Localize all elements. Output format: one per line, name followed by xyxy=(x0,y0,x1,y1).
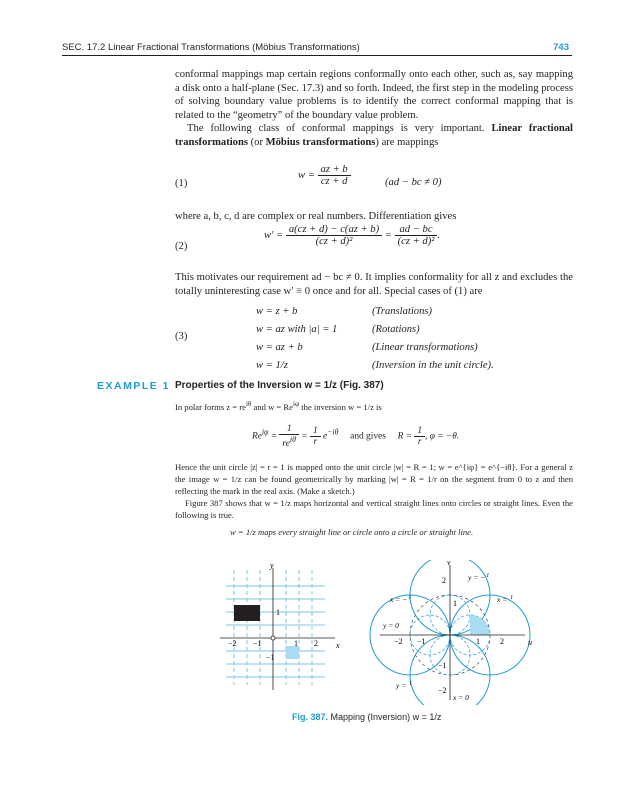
page-number: 743 xyxy=(553,42,569,53)
figure-387 xyxy=(200,560,580,705)
w-tick-v1: 1 xyxy=(453,599,457,608)
eq3-row-4: w = 1/z xyxy=(256,360,288,371)
example-statement: w = 1/z maps every straight line or circle onto a circle or straight line. xyxy=(230,527,474,537)
z-tick-yneg1: −1 xyxy=(266,653,275,662)
eq3-row-1: w = z + b xyxy=(256,306,298,317)
running-header: SEC. 17.2 Linear Fractional Transformations (Möbius Transformations) xyxy=(62,42,360,53)
black-region xyxy=(234,605,260,621)
eq3-note-3: (Linear transformations) xyxy=(372,342,478,353)
eq1-label: (1) xyxy=(175,178,188,189)
z-tick-1: 1 xyxy=(294,639,298,648)
eq1-condition: (ad − bc ≠ 0) xyxy=(385,177,442,188)
w-tick-neg1: −1 xyxy=(417,637,426,646)
label-x-neg-half: x = −$^1$ xyxy=(390,595,412,604)
intro-paragraph: conformal mappings map certain regions conformally onto each other, such as, say mapping a disk onto a half-plane (Sec. 17.3) and so forth. Indeed, the first step in the modeling process of solving boundary value problems is to identify the correct conformal mapping that is related to the “geometry” of the boundary value problem. xyxy=(175,69,573,121)
w-tick-v2: 2 xyxy=(442,576,446,585)
example-title: Properties of the Inversion w = 1/z (Fig. 387) xyxy=(175,380,384,391)
example-polar-text: In polar forms $z = re^{i\theta}$ and $w = Re^{i\varphi}$ the inversion w = 1/z is xyxy=(175,400,382,412)
w-v-label: v xyxy=(447,560,451,567)
z-tick-neg2: −2 xyxy=(228,639,237,648)
w-plane xyxy=(370,560,532,705)
example-paragraph-1: Hence the unit circle |z| = r = 1 is mapped onto the unit circle |w| = R = 1; w = e^{iφ} = e^{−iθ}. For a general z the image w = 1/z can be found geometrically by marking |w| = R = 1/r on the segment from 0 to z and then reflecting the mark in the real axis. (Make a sketch.) xyxy=(175,462,573,496)
eq3-label: (3) xyxy=(175,331,188,342)
eq3-note-4: (Inversion in the unit circle). xyxy=(372,360,494,371)
w-tick-vneg1: −1 xyxy=(438,661,447,670)
example-paragraph-2: Figure 387 shows that w = 1/z maps horizontal and vertical straight lines onto circles or straight lines. Even the following is true. xyxy=(175,498,573,520)
z-plane xyxy=(220,561,340,690)
eq3-note-1: (Translations) xyxy=(372,306,433,317)
eq3-row-2: w = az with |a| = 1 xyxy=(256,324,338,335)
eq2-label: (2) xyxy=(175,241,188,252)
w-tick-1: 1 xyxy=(476,637,480,646)
header-rule xyxy=(62,55,572,56)
eq3-row-3: w = az + b xyxy=(256,342,303,353)
eq1: w = $\frac{az + b}{cz + d}$ xyxy=(298,164,351,187)
z-origin xyxy=(271,636,275,640)
figure-caption: Fig. 387. Mapping (Inversion) w = 1/z xyxy=(292,712,442,722)
w-tick-vneg2: −2 xyxy=(438,686,447,695)
eq3-note-2: (Rotations) xyxy=(372,324,420,335)
image-region xyxy=(470,615,490,635)
w-tick-2: 2 xyxy=(500,637,504,646)
intro-paragraph-2: The following class of conformal mappings is very important. Linear fractional transformations (or Möbius transformations) are mappings xyxy=(175,123,573,148)
z-x-label: x xyxy=(336,641,340,650)
label-x-pos-half: x = $^1$ xyxy=(497,595,514,604)
example-equation: $Re^{i\varphi}$ = $\frac{1}{re^{i\theta}}$ = $\frac{1}{r}$ $e^{-i\theta}$ and gives R = $\frac{1}{r}$ , φ = −θ. xyxy=(252,424,460,450)
label-x-zero: x = 0 xyxy=(453,693,469,702)
label-y-neg-half: y = −$^1$ xyxy=(468,573,490,582)
eq2: w′ = $\frac{a(cz + d) - c(az + b)}{\text{(cz + d)²}}$ = $\frac{ad - bc}{\text{(cz + d)²}}$ . xyxy=(264,224,441,247)
after-eq1: where a, b, c, d are complex or real numbers. Differentiation gives xyxy=(175,211,457,222)
example-label: EXAMPLE 1 xyxy=(96,380,170,392)
z-tick-neg1: −1 xyxy=(253,639,262,648)
label-y-zero: y = 0 xyxy=(383,621,399,630)
z-tick-2: 2 xyxy=(314,639,318,648)
w-u-label: u xyxy=(528,638,532,647)
z-tick-y1: 1 xyxy=(276,608,280,617)
after-eq2: This motivates our requirement ad − bc ≠ 0. It implies conformality for all z and excludes the totally uninteresting case w′ ≡ 0 once and for all. Special cases of (1) are xyxy=(175,272,573,297)
z-horizontal-lines xyxy=(226,586,325,677)
label-y-pos-half: y = $^1$ xyxy=(396,681,413,690)
w-tick-neg2: −2 xyxy=(394,637,403,646)
z-y-label: y xyxy=(270,561,274,570)
